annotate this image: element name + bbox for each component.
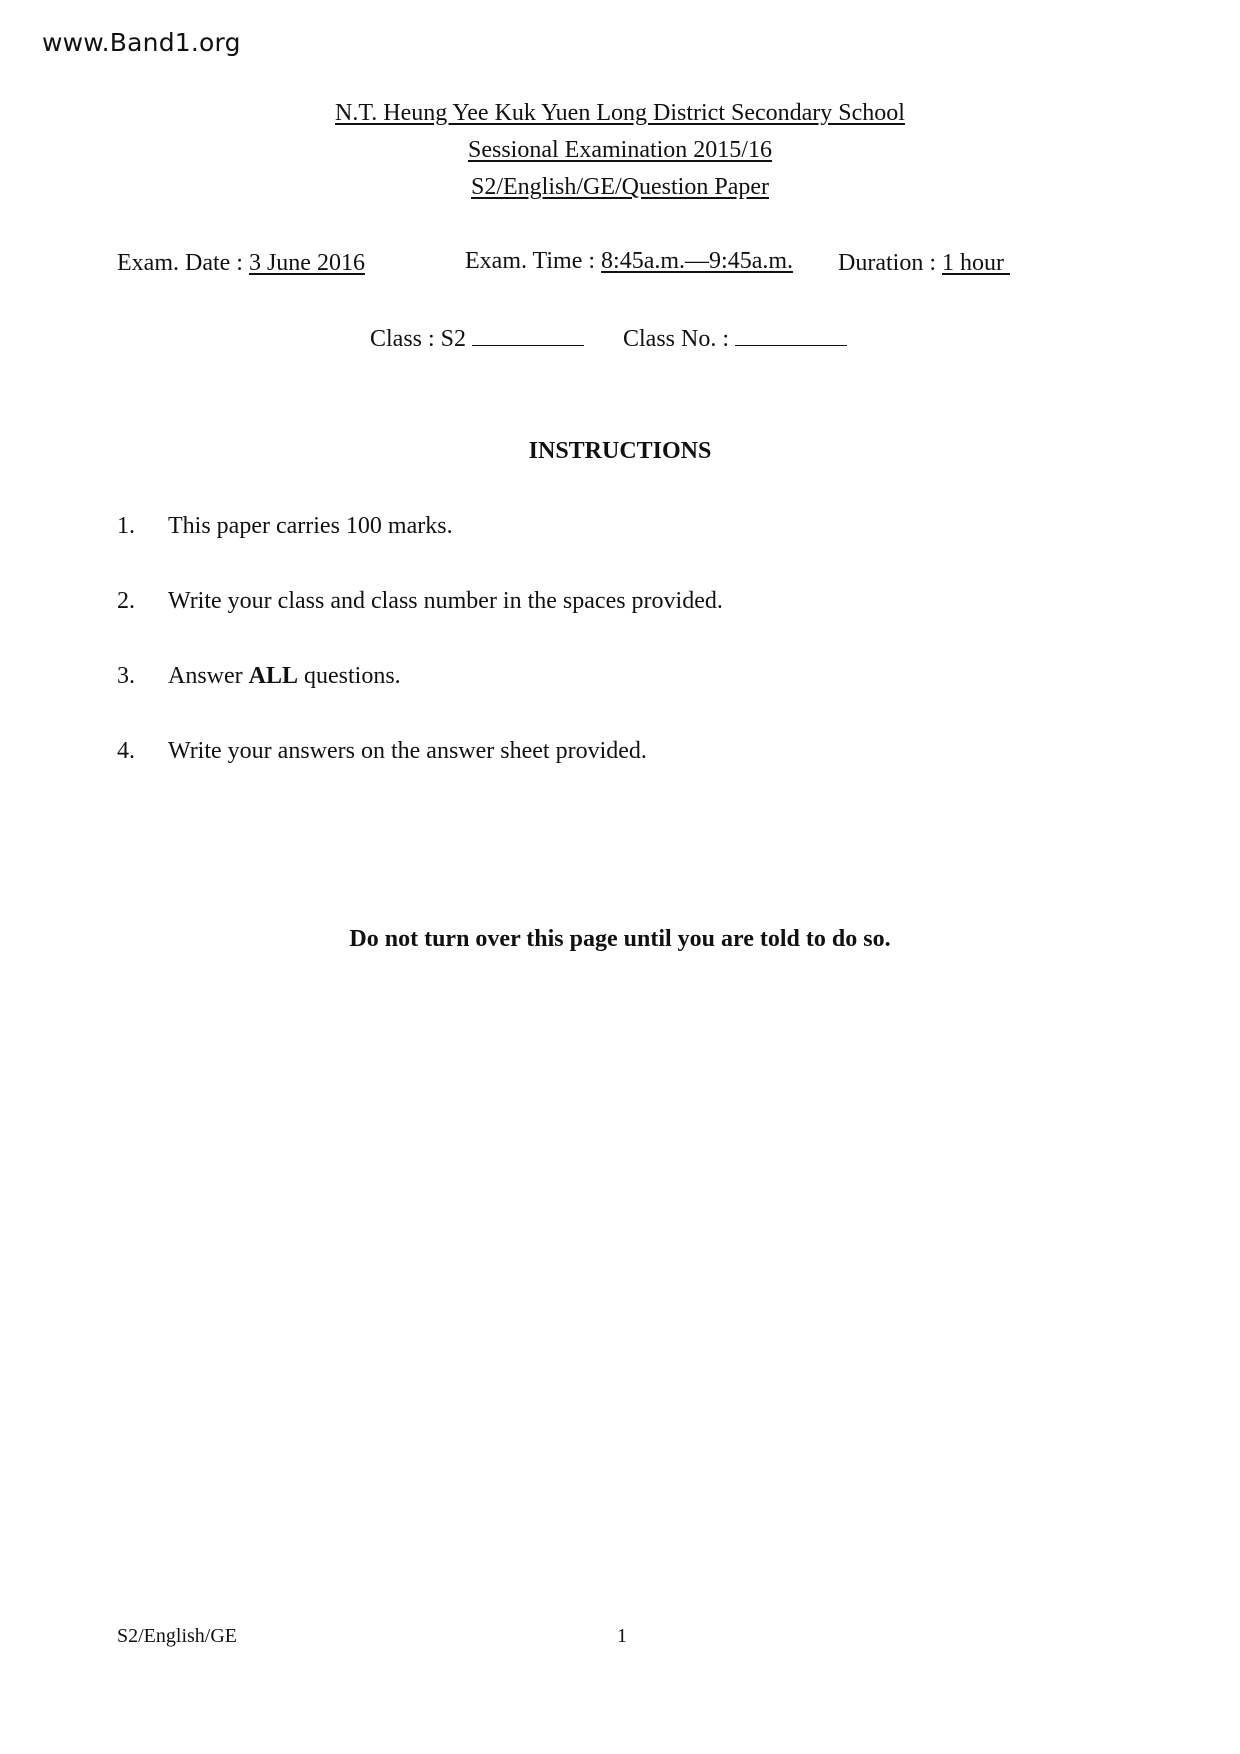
footer-paper-code: S2/English/GE bbox=[117, 1625, 238, 1647]
class-no-field bbox=[623, 325, 847, 353]
instruction-number: 1. bbox=[117, 513, 135, 539]
exam-time bbox=[465, 248, 793, 275]
class-blank[interactable] bbox=[472, 325, 584, 346]
instruction-number: 3. bbox=[117, 663, 135, 689]
exam-time-value: 8:45a.m.—9:45a.m. bbox=[601, 248, 794, 274]
instruction-item bbox=[117, 513, 453, 540]
page-number: 1 bbox=[617, 1625, 627, 1647]
instruction-text-pre: Answer bbox=[168, 663, 249, 689]
instruction-text: Write your class and class number in the spaces provided. bbox=[168, 588, 723, 614]
duration bbox=[838, 250, 1010, 277]
watermark: www.Band1.org bbox=[42, 28, 241, 57]
duration-label: Duration : bbox=[838, 250, 942, 276]
exam-date-value: 3 June 2016 bbox=[248, 250, 365, 276]
instruction-text: This paper carries 100 marks. bbox=[168, 513, 453, 539]
do-not-turn-notice: Do not turn over this page until you are told to do so. bbox=[349, 926, 891, 952]
school-name: N.T. Heung Yee Kuk Yuen Long District Secondary School bbox=[335, 100, 905, 126]
instruction-item bbox=[117, 588, 723, 615]
exam-time-label: Exam. Time : bbox=[465, 248, 602, 274]
class-no-label: Class No. : bbox=[623, 326, 730, 352]
instruction-text-bold: ALL bbox=[248, 663, 299, 689]
instruction-item bbox=[117, 738, 647, 765]
instruction-item bbox=[117, 663, 401, 690]
class-field bbox=[370, 325, 584, 353]
class-no-blank[interactable] bbox=[735, 325, 847, 346]
exam-date bbox=[117, 250, 365, 277]
exam-date-label: Exam. Date : bbox=[117, 250, 249, 276]
exam-title: Sessional Examination 2015/16 bbox=[468, 137, 772, 163]
class-label: Class : S2 bbox=[370, 326, 467, 352]
instructions-title: INSTRUCTIONS bbox=[528, 438, 712, 464]
duration-value: 1 hour bbox=[941, 250, 1010, 276]
instruction-number: 2. bbox=[117, 588, 135, 614]
instruction-text: Write your answers on the answer sheet provided. bbox=[168, 738, 647, 764]
paper-title: S2/English/GE/Question Paper bbox=[471, 174, 769, 200]
instruction-text-post: questions. bbox=[298, 663, 401, 689]
instruction-number: 4. bbox=[117, 738, 135, 764]
